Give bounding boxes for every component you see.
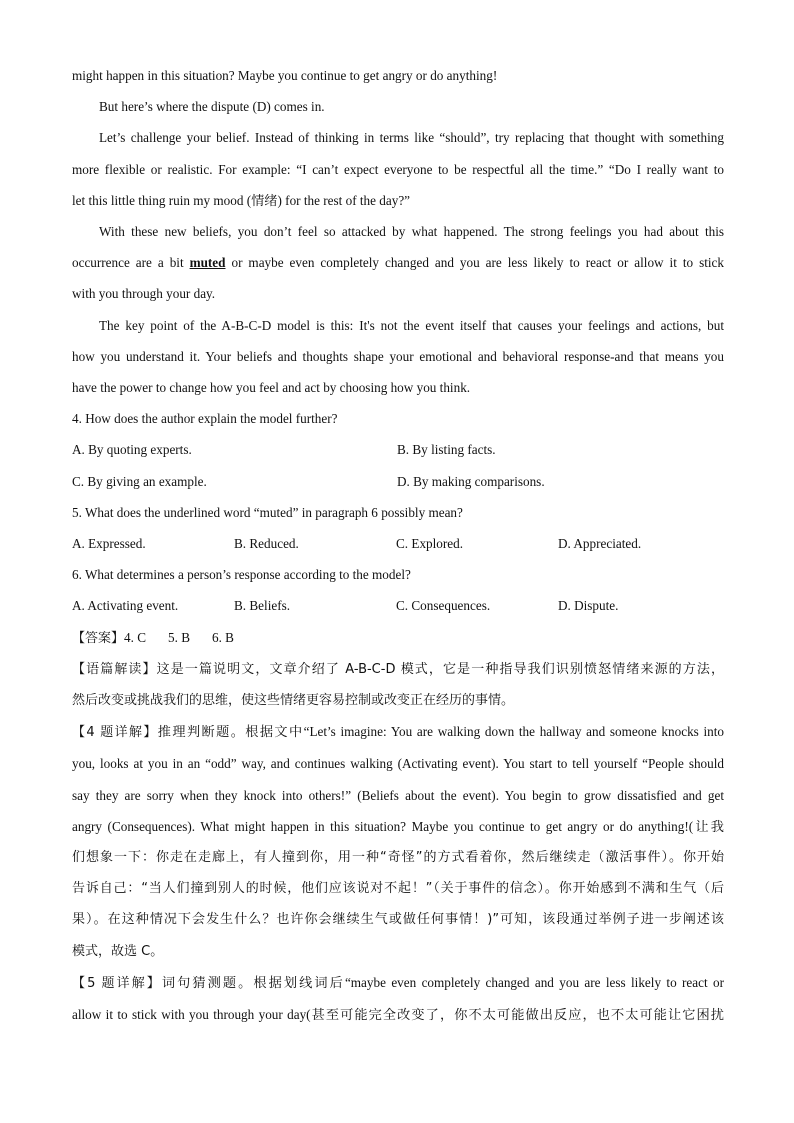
option: B. Reduced.	[234, 536, 299, 552]
option: C. By giving an example.	[72, 473, 207, 489]
option-row	[72, 466, 724, 497]
analysis-text: 推理判断题。根据文中“Let’s imagine: You are walking down the hallway and someone knocks into	[157, 724, 725, 740]
analysis-line: angry (Consequences). What might happen in this situation? Maybe you continue to get angry or do anything!(让我	[72, 818, 724, 834]
option-row	[72, 590, 724, 621]
answer-label: 【答案】	[72, 630, 125, 646]
passage-line: with you through your day.	[72, 286, 216, 302]
passage-line: how you understand it. Your beliefs and thoughts shape your emotional and behavioral response-and that means you	[72, 348, 724, 364]
underlined-word: muted	[189, 255, 226, 271]
answer-item: 5. B	[168, 629, 190, 645]
option: B. By listing facts.	[397, 442, 496, 458]
document-page	[72, 60, 724, 1030]
option: A. Expressed.	[72, 536, 146, 552]
answer-line	[72, 622, 724, 654]
q5-label: 【5 题详解】	[72, 975, 162, 991]
passage-line: With these new beliefs, you don’t feel so attacked by what happened. The strong feelings you had about this	[99, 224, 724, 240]
analysis-text: 这是一篇说明文，文章介绍了 A-B-C-D 模式，它是一种指导我们识别愤怒情绪来源的方法，	[156, 661, 724, 677]
analysis-line: allow it to stick with you through your day(甚至可能完全改变了，你不太可能做出反应，也不太可能让它困扰	[72, 1007, 724, 1023]
overview-label: 【语篇解读】	[72, 661, 157, 677]
analysis-line: you, looks at you in an “odd” way, and continues walking (Activating event). You start to tell yourself “People should	[72, 756, 724, 772]
q4-label: 【4 题详解】	[72, 725, 158, 741]
option-row	[72, 528, 724, 559]
option: D. Dispute.	[558, 598, 619, 614]
analysis-line	[72, 654, 724, 685]
analysis-line: 果）。在这种情况下会发生什么？也许你会继续生气或做任何事情！)”可知，该段通过举例子进一步阐述该	[72, 912, 724, 928]
question-stem: 6. What determines a person’s response according to the model?	[72, 567, 411, 583]
analysis-text: 词句猜测题。根据划线词后“maybe even completely changed and you are less likely to react or	[161, 974, 725, 990]
analysis-line: say they are sorry when they knock into others!” (Beliefs about the event). You begin to grow dissatisfied and get	[72, 787, 724, 803]
option: A. Activating event.	[72, 598, 179, 614]
passage-line: let this little thing ruin my mood (情绪) for the rest of the day?”	[72, 192, 411, 208]
option: A. By quoting experts.	[72, 442, 192, 458]
answer-item: 4. C	[124, 629, 146, 645]
answer-item: 6. B	[211, 629, 234, 645]
analysis-line: 模式，故选 C。	[72, 943, 164, 959]
analysis-line	[72, 967, 724, 999]
passage-line: might happen in this situation? Maybe you continue to get angry or do anything!	[72, 68, 498, 83]
analysis-line: 然后改变或挑战我们的思维，使这些情绪更容易控制或改变正在经历的事情。	[72, 693, 515, 709]
option: D. Appreciated.	[558, 536, 642, 552]
option-row	[72, 434, 724, 465]
option: C. Consequences.	[396, 598, 491, 614]
question-stem: 4. How does the author explain the model further?	[72, 411, 338, 427]
passage-line: Let’s challenge your belief. Instead of thinking in terms like “should”, try replacing that thought with something	[99, 130, 724, 146]
passage-line: more flexible or realistic. For example: “I can’t expect everyone to be respectful all the time.” “Do I really want to	[72, 161, 724, 177]
passage-paragraph: But here’s where the dispute (D) comes in.	[99, 99, 325, 115]
analysis-line	[72, 716, 724, 748]
option: B. Beliefs.	[234, 598, 291, 614]
passage-line	[72, 247, 724, 278]
option: C. Explored.	[396, 536, 464, 552]
analysis-line: 告诉自己：“当人们撞到别人的时候，他们应该说对不起！”（关于事件的信念）。你开始感到不满和生气（后	[72, 881, 724, 897]
text-segment: or maybe even completely changed and you are less likely to react or allow it to stick	[225, 255, 724, 271]
option: D. By making comparisons.	[397, 473, 545, 489]
question-stem: 5. What does the underlined word “muted” in paragraph 6 possibly mean?	[72, 504, 463, 520]
analysis-line: 们想象一下：你走在走廊上，有人撞到你，用一种“奇怪”的方式看着你，然后继续走（激活事件）。你开始	[72, 850, 724, 866]
text-segment: occurrence are a bit	[72, 255, 190, 271]
passage-line: have the power to change how you feel and act by choosing how you think.	[72, 380, 471, 396]
passage-line: The key point of the A-B-C-D model is this: It's not the event itself that causes your feelings and actions, but	[99, 317, 724, 333]
